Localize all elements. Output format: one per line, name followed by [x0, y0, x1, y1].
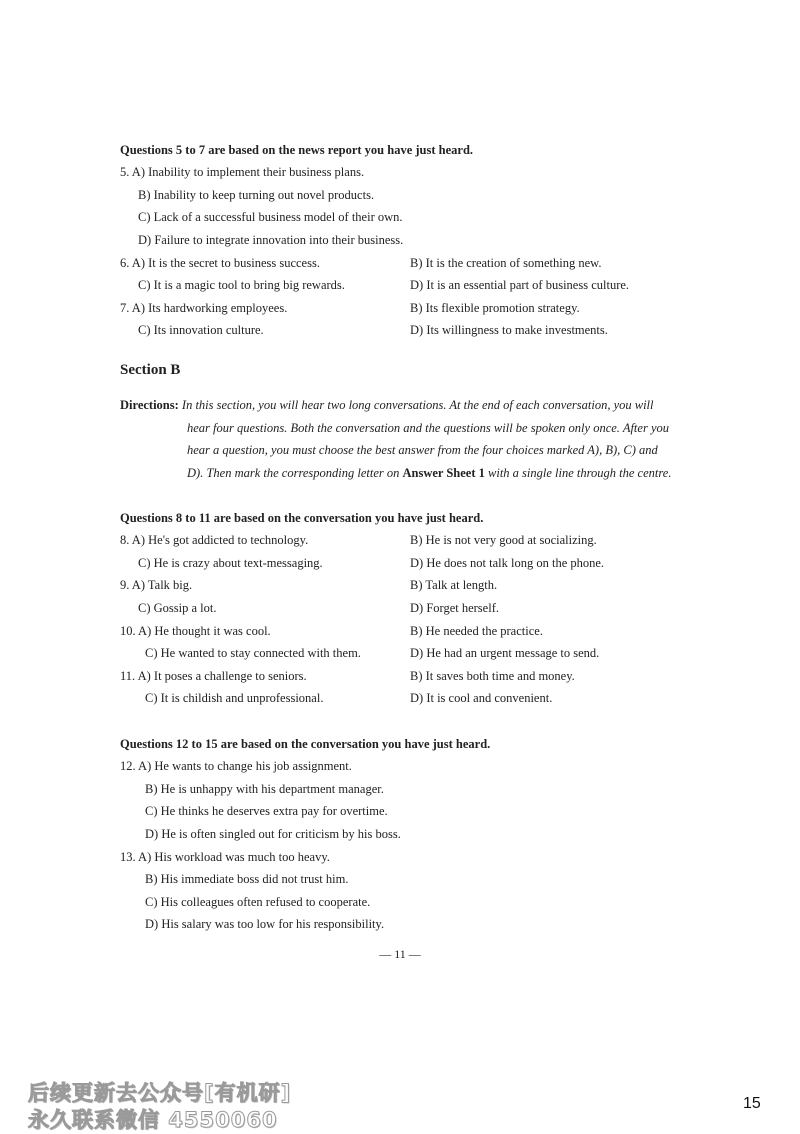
question-6-option-b: B) It is the creation of something new.	[410, 256, 602, 270]
question-7-option-d: D) Its willingness to make investments.	[410, 323, 608, 337]
question-8-option-a: 8. A) He's got addicted to technology.	[120, 533, 309, 547]
directions-line-2: hear four questions. Both the conversation and the questions will be spoken only once. After you	[187, 421, 669, 435]
question-13-option-a: 13. A) His workload was much too heavy.	[120, 850, 330, 864]
watermark-line-2: 永久联系微信 4550060	[28, 1108, 278, 1132]
question-5-option-b: B) Inability to keep turning out novel products.	[138, 188, 375, 202]
question-8-option-d: D) He does not talk long on the phone.	[410, 556, 605, 570]
question-group-heading: Questions 12 to 15 are based on the conversation you have just heard.	[120, 737, 491, 751]
directions-text-4a: D). Then mark the corresponding letter on	[187, 466, 403, 480]
question-6-option-c: C) It is a magic tool to bring big rewards.	[138, 278, 345, 292]
question-7-option-a: 7. A) Its hardworking employees.	[120, 301, 288, 315]
question-11-option-b: B) It saves both time and money.	[410, 669, 575, 683]
question-13-option-c: C) His colleagues often refused to cooperate.	[145, 895, 371, 909]
question-group-heading: Questions 5 to 7 are based on the news report you have just heard.	[120, 143, 474, 157]
question-5-option-d: D) Failure to integrate innovation into their business.	[138, 233, 404, 247]
question-9-option-b: B) Talk at length.	[410, 578, 498, 592]
scan-page-number: 15	[743, 1095, 761, 1112]
question-12-option-a: 12. A) He wants to change his job assignment.	[120, 759, 352, 773]
answer-sheet-label: Answer Sheet 1	[402, 466, 485, 480]
question-10-option-b: B) He needed the practice.	[410, 624, 543, 638]
question-10-option-c: C) He wanted to stay connected with them.	[145, 646, 361, 660]
question-11-option-d: D) It is cool and convenient.	[410, 691, 553, 705]
question-12-option-d: D) He is often singled out for criticism by his boss.	[145, 827, 401, 841]
question-13-option-d: D) His salary was too low for his responsibility.	[145, 917, 385, 931]
directions-line-3: hear a question, you must choose the best answer from the four choices marked A), B), C) and	[187, 443, 658, 457]
directions-label: Directions:	[120, 398, 179, 412]
question-8-option-b: B) He is not very good at socializing.	[410, 533, 597, 547]
directions-text-4b: with a single line through the centre.	[484, 466, 672, 480]
directions-text-1: In this section, you will hear two long conversations. At the end of each conversation, you will	[181, 398, 654, 412]
question-6-option-d: D) It is an essential part of business culture.	[410, 278, 630, 292]
question-9-option-c: C) Gossip a lot.	[138, 601, 217, 615]
question-11-option-a: 11. A) It poses a challenge to seniors.	[120, 669, 307, 683]
question-12-option-c: C) He thinks he deserves extra pay for overtime.	[145, 804, 388, 818]
question-6-option-a: 6. A) It is the secret to business success.	[120, 256, 320, 270]
question-11-option-c: C) It is childish and unprofessional.	[145, 691, 324, 705]
directions-line-4	[187, 466, 671, 481]
question-group-heading: Questions 8 to 11 are based on the conversation you have just heard.	[120, 511, 484, 525]
watermark-line-1: 后续更新去公众号[有机研]	[28, 1081, 292, 1105]
question-7-option-b: B) Its flexible promotion strategy.	[410, 301, 580, 315]
question-12-option-b: B) He is unhappy with his department manager.	[145, 782, 384, 796]
page-number: — 11 —	[379, 947, 421, 961]
question-9-option-d: D) Forget herself.	[410, 601, 499, 615]
question-5-option-c: C) Lack of a successful business model of their own.	[138, 210, 403, 224]
question-13-option-b: B) His immediate boss did not trust him.	[145, 872, 349, 886]
question-10-option-a: 10. A) He thought it was cool.	[120, 624, 271, 638]
question-5-option-a: 5. A) Inability to implement their business plans.	[120, 165, 365, 179]
directions-line-1	[120, 398, 654, 413]
question-7-option-c: C) Its innovation culture.	[138, 323, 264, 337]
question-9-option-a: 9. A) Talk big.	[120, 578, 193, 592]
section-title: Section B	[120, 362, 181, 378]
question-8-option-c: C) He is crazy about text-messaging.	[138, 556, 323, 570]
question-10-option-d: D) He had an urgent message to send.	[410, 646, 600, 660]
